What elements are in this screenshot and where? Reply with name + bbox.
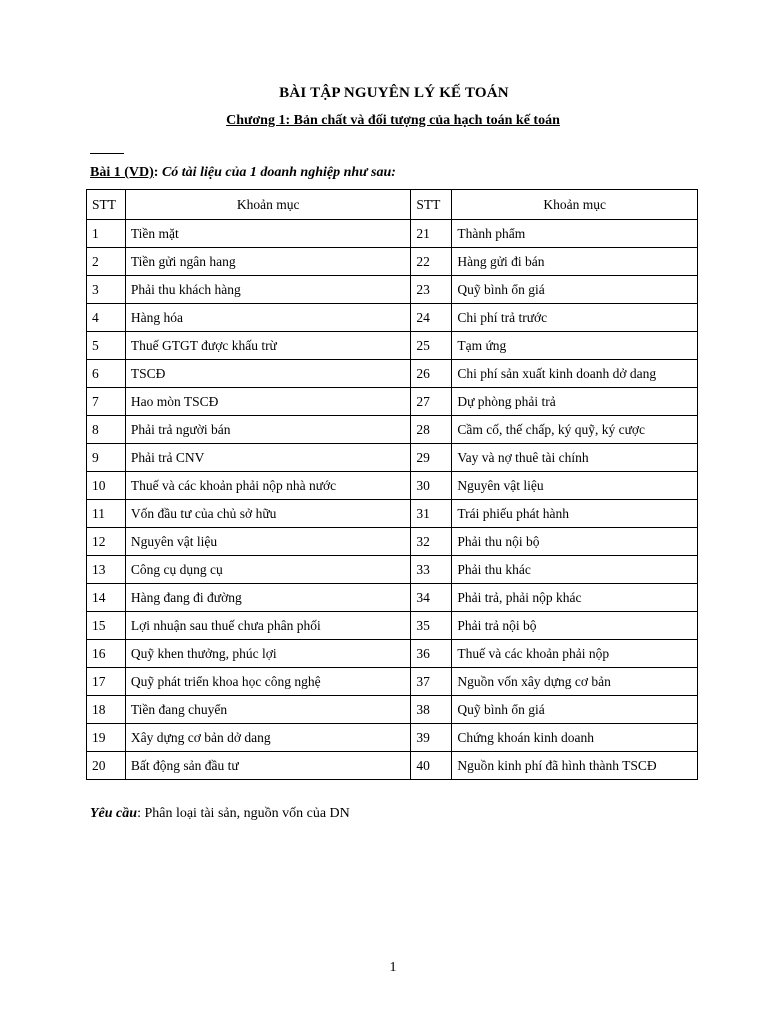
stt-cell: 3 — [87, 276, 126, 304]
divider-rule — [90, 153, 124, 154]
item-cell: Thuế và các khoản phải nộp — [452, 640, 698, 668]
item-cell: Thuế và các khoản phải nộp nhà nước — [125, 472, 411, 500]
stt-cell: 8 — [87, 416, 126, 444]
item-cell: Phải thu nội bộ — [452, 528, 698, 556]
stt-cell: 36 — [411, 640, 452, 668]
item-cell: Cầm cố, thế chấp, ký quỹ, ký cược — [452, 416, 698, 444]
item-cell: Quỹ khen thưởng, phúc lợi — [125, 640, 411, 668]
item-cell: Trái phiếu phát hành — [452, 500, 698, 528]
stt-cell: 32 — [411, 528, 452, 556]
stt-cell: 13 — [87, 556, 126, 584]
item-cell: Phải trả nội bộ — [452, 612, 698, 640]
chapter-label: Chương 1 — [226, 113, 286, 128]
item-cell: Hàng gửi đi bán — [452, 248, 698, 276]
table-row — [87, 640, 698, 668]
table-row — [87, 388, 698, 416]
item-cell: Hao mòn TSCĐ — [125, 388, 411, 416]
stt-cell: 24 — [411, 304, 452, 332]
document-title: BÀI TẬP NGUYÊN LÝ KẾ TOÁN — [279, 85, 509, 101]
table-row — [87, 444, 698, 472]
stt-cell: 31 — [411, 500, 452, 528]
stt-cell: 37 — [411, 668, 452, 696]
stt-cell: 38 — [411, 696, 452, 724]
stt-cell: 10 — [87, 472, 126, 500]
header-item-right: Khoản mục — [452, 190, 698, 220]
stt-cell: 2 — [87, 248, 126, 276]
item-cell: Phải thu khách hàng — [125, 276, 411, 304]
table-row — [87, 668, 698, 696]
table-row — [87, 696, 698, 724]
item-cell: Phải trả CNV — [125, 444, 411, 472]
table-row — [87, 360, 698, 388]
stt-cell: 26 — [411, 360, 452, 388]
table-row — [87, 248, 698, 276]
stt-cell: 12 — [87, 528, 126, 556]
item-cell: Chi phí sản xuất kinh doanh dở dang — [452, 360, 698, 388]
stt-cell: 40 — [411, 752, 452, 780]
table-row — [87, 612, 698, 640]
item-cell: Thành phẩm — [452, 220, 698, 248]
item-cell: Dự phòng phải trả — [452, 388, 698, 416]
stt-cell: 35 — [411, 612, 452, 640]
header-stt-left: STT — [87, 190, 126, 220]
item-cell: Nguyên vật liệu — [452, 472, 698, 500]
items-table — [86, 189, 698, 780]
item-cell: Phải trả, phải nộp khác — [452, 584, 698, 612]
item-cell: Tạm ứng — [452, 332, 698, 360]
header-item-left: Khoản mục — [125, 190, 411, 220]
stt-cell: 9 — [87, 444, 126, 472]
stt-cell: 25 — [411, 332, 452, 360]
table-row — [87, 472, 698, 500]
stt-cell: 20 — [87, 752, 126, 780]
item-cell: Hàng hóa — [125, 304, 411, 332]
stt-cell: 1 — [87, 220, 126, 248]
item-cell: Tiền gửi ngân hang — [125, 248, 411, 276]
header-stt-right: STT — [411, 190, 452, 220]
item-cell: Quỹ bình ổn giá — [452, 696, 698, 724]
stt-cell: 39 — [411, 724, 452, 752]
table-row — [87, 584, 698, 612]
stt-cell: 16 — [87, 640, 126, 668]
chapter-heading — [0, 113, 768, 129]
table-row — [87, 304, 698, 332]
item-cell: Hàng đang đi đường — [125, 584, 411, 612]
item-cell: Công cụ dụng cụ — [125, 556, 411, 584]
item-cell: Lợi nhuận sau thuế chưa phân phối — [125, 612, 411, 640]
stt-cell: 23 — [411, 276, 452, 304]
table-row — [87, 556, 698, 584]
stt-cell: 30 — [411, 472, 452, 500]
item-cell: Bất động sản đầu tư — [125, 752, 411, 780]
stt-cell: 7 — [87, 388, 126, 416]
table-row — [87, 332, 698, 360]
stt-cell: 19 — [87, 724, 126, 752]
requirement — [90, 806, 350, 822]
stt-cell: 14 — [87, 584, 126, 612]
item-cell: Quỹ bình ổn giá — [452, 276, 698, 304]
item-cell: Chứng khoán kinh doanh — [452, 724, 698, 752]
page-number: 1 — [389, 960, 397, 975]
table-header-row — [87, 190, 698, 220]
item-cell: Nguồn kinh phí đã hình thành TSCĐ — [452, 752, 698, 780]
chapter-title: : Bản chất và đối tượng của hạch toán kế toán — [285, 113, 560, 128]
stt-cell: 18 — [87, 696, 126, 724]
stt-cell: 29 — [411, 444, 452, 472]
stt-cell: 22 — [411, 248, 452, 276]
stt-cell: 28 — [411, 416, 452, 444]
item-cell: TSCĐ — [125, 360, 411, 388]
stt-cell: 27 — [411, 388, 452, 416]
item-cell: Quỹ phát triển khoa học công nghệ — [125, 668, 411, 696]
stt-cell: 4 — [87, 304, 126, 332]
item-cell: Tiền đang chuyển — [125, 696, 411, 724]
item-cell: Phải thu khác — [452, 556, 698, 584]
requirement-label: Yêu cầu — [90, 806, 138, 821]
exercise-description: Có tài liệu của 1 doanh nghiệp như sau: — [158, 165, 396, 180]
exercise-separator: : — [153, 165, 159, 180]
item-cell: Xây dựng cơ bản dở dang — [125, 724, 411, 752]
item-cell: Vay và nợ thuê tài chính — [452, 444, 698, 472]
stt-cell: 11 — [87, 500, 126, 528]
item-cell: Tiền mặt — [125, 220, 411, 248]
item-cell: Vốn đầu tư của chủ sở hữu — [125, 500, 411, 528]
stt-cell: 17 — [87, 668, 126, 696]
table-row — [87, 528, 698, 556]
table-row — [87, 724, 698, 752]
stt-cell: 15 — [87, 612, 126, 640]
stt-cell: 6 — [87, 360, 126, 388]
table-row — [87, 500, 698, 528]
item-cell: Phải trả người bán — [125, 416, 411, 444]
table-row — [87, 752, 698, 780]
stt-cell: 5 — [87, 332, 126, 360]
item-cell: Thuế GTGT được khấu trừ — [125, 332, 411, 360]
table-row — [87, 276, 698, 304]
exercise-heading — [90, 165, 396, 181]
stt-cell: 33 — [411, 556, 452, 584]
item-cell: Chi phí trả trước — [452, 304, 698, 332]
table-row — [87, 220, 698, 248]
requirement-text: : Phân loại tài sản, nguồn vốn của DN — [137, 806, 350, 821]
table-row — [87, 416, 698, 444]
exercise-label: Bài 1 (VD) — [90, 165, 154, 180]
stt-cell: 34 — [411, 584, 452, 612]
stt-cell: 21 — [411, 220, 452, 248]
item-cell: Nguyên vật liệu — [125, 528, 411, 556]
table-body — [87, 220, 698, 780]
item-cell: Nguồn vốn xây dựng cơ bản — [452, 668, 698, 696]
